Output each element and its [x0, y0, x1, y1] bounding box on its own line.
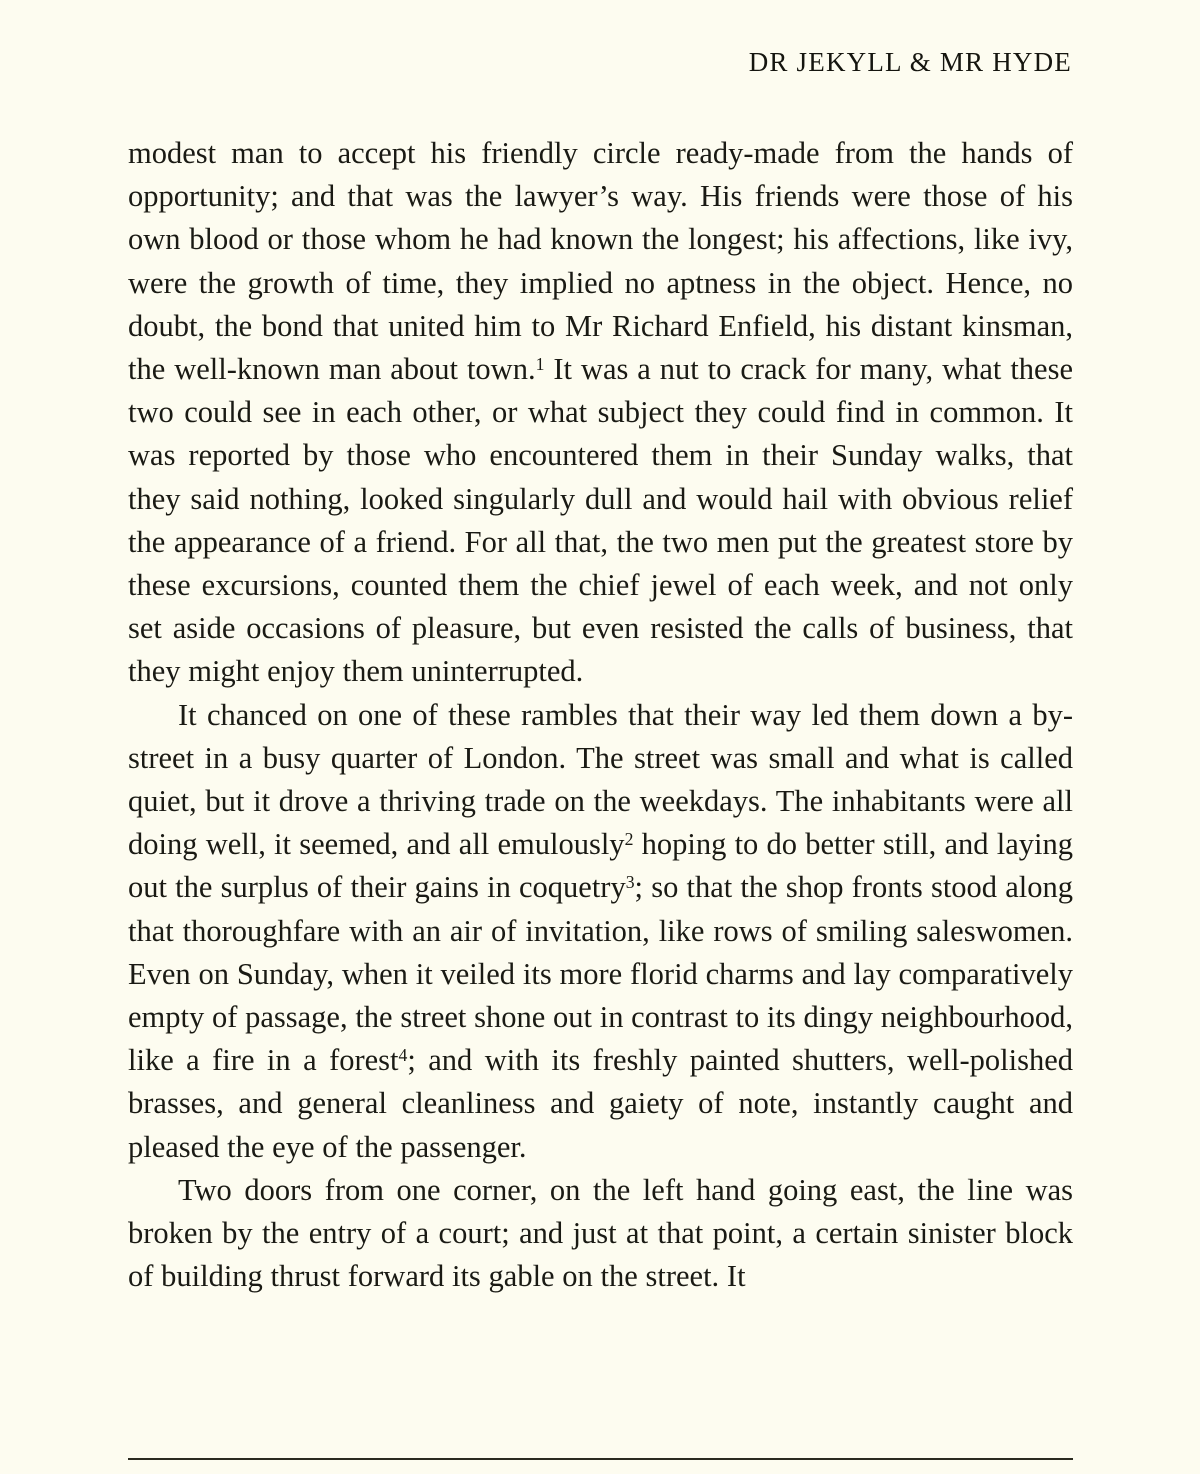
footnote-marker-1[interactable]: 1 — [535, 353, 545, 374]
running-head: DR JEKYLL & MR HYDE — [748, 47, 1072, 77]
paragraph-3 — [128, 1169, 1073, 1299]
paragraph-3-text: Two doors from one corner, on the left hand going east, the line was broken by the entry of a court; and just at that point, a certain sinister block of building thrust forward its gable on the street. It — [128, 1172, 1073, 1294]
paragraph-2-text-part-2: hoping to do better still, and laying out the surplus of their gains in coquetry — [128, 827, 1073, 905]
paragraph-2-text-part-4: ; and with its freshly painted shutters, well-polished brasses, and general cleanliness and gaiety of note, instantly caught and pleased the eye of the passenger. — [128, 1043, 1073, 1164]
paragraph-1-text-part-2: It was a nut to crack for many, what these two could see in each other, or what subject they could find in common. It was reported by those who encountered them in their Sunday walks, that they said nothing, looked singularly dull and would hail with obvious relief the appearance of a friend. For all that, the two men put the greatest store by these excursions, counted them the chief jewel of each week, and not only set aside occasions of pleasure, but even resisted the calls of business, that they might enjoy them uninterrupted. — [128, 352, 1073, 689]
paragraph-2-text-part-1: It chanced on one of these rambles that their way led them down a by-street in a busy quarter of London. The street was small and what is called quiet, but it drove a thriving trade on the weekdays. The inhabitants were all doing well, it seemed, and all emulously — [128, 697, 1073, 862]
footnote-marker-3[interactable]: 3 — [625, 872, 635, 893]
paragraph-1 — [128, 132, 1073, 694]
body-text-column — [128, 132, 1073, 1298]
footnote-marker-4[interactable]: 4 — [398, 1045, 408, 1066]
paragraph-2 — [128, 694, 1073, 1169]
paragraph-2-text-part-3: ; so that the shop fronts stood along that thoroughfare with an air of invitation, like rows of smiling saleswomen. Even on Sunday, when it veiled its more florid charms and lay comparatively empty of passage, the street shone out in contrast to its dingy neighbourhood, like a fire in a forest — [128, 870, 1073, 1078]
footnote-marker-2[interactable]: 2 — [624, 829, 634, 850]
paragraph-1-text-part-1: modest man to accept his friendly circle ready-made from the hands of opportunity; and that was the lawyer’s way. His friends were those of his own blood or those whom he had known the longest; his affections, like ivy, were the growth of time, they implied no aptness in the object. Hence, no doubt, the bond that united him to Mr Richard Enfield, his distant kinsman, the well-known man about town. — [128, 136, 1073, 387]
footnote-separator-rule — [128, 1458, 1073, 1460]
